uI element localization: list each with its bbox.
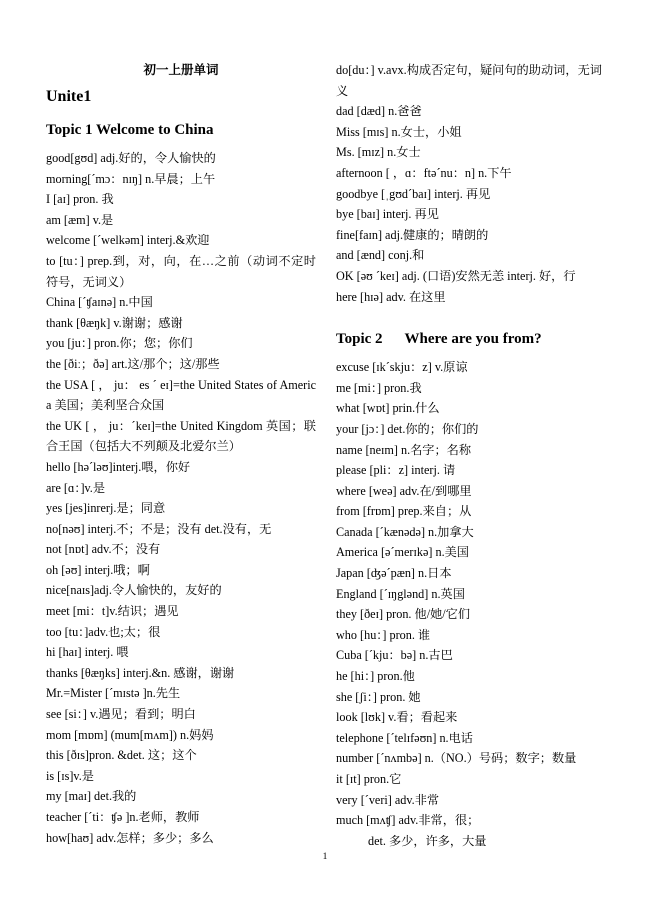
word-entry: Japan [ʤəˊpæn] n.日本	[336, 566, 452, 581]
word-entry: see [si：] v.遇见；看到；明白	[46, 707, 196, 722]
topic2-heading	[336, 329, 602, 357]
word-entry: who [hu：] pron. 谁	[336, 627, 431, 642]
word-entry: yes [jes]inrerj.是；同意	[46, 501, 166, 516]
word-entry: mom [mɒm] (mum[mʌm]) n.妈妈	[46, 727, 214, 742]
topic2-word-list	[336, 357, 602, 851]
topic1-word-list-continued	[336, 60, 602, 307]
word-entry: am [æm] v.是	[46, 212, 114, 227]
topic2-title: Where are you from?	[404, 331, 542, 348]
word-entry: look [lʊk] v.看；看起来	[336, 710, 458, 725]
right-column	[336, 60, 602, 851]
word-entry: OK [əʊ ˊkeɪ] adj. (口语)安然无恙 interj. 好，行	[336, 268, 576, 283]
word-entry: telephone [ˊtelɪfəʊn] n.电话	[336, 730, 473, 745]
topic1-heading: Topic 1 Welcome to China	[46, 122, 214, 138]
word-entry: do[du：] v.avx.构成否定句，疑问句的助动词，无词义	[336, 63, 602, 98]
word-entry: my [maɪ] det.我的	[46, 789, 137, 804]
word-entry: hello [həˊləʊ]interj.喂，你好	[46, 459, 191, 474]
word-entry: very [ˊveri] adv.非常	[336, 792, 440, 807]
word-entry: this [ðɪs]pron. &det. 这；这个	[46, 748, 197, 763]
word-entry: meet [mi：t]v.结识；遇见	[46, 604, 179, 619]
word-entry: fine[faɪn] adj.健康的；晴朗的	[336, 227, 489, 242]
word-entry: you [ju：] pron.你；您；你们	[46, 336, 193, 351]
word-entry: Ms. [mɪz] n.女士	[336, 145, 421, 160]
word-entry: good[gʊd] adj.好的，令人愉快的	[46, 151, 216, 165]
word-entry: here [hɪə] adv. 在这里	[336, 289, 446, 304]
word-entry: your [jɔ：] det.你的；你们的	[336, 421, 479, 436]
word-entry: hi [haɪ] interj. 喂	[46, 645, 129, 660]
topic1-word-list	[46, 148, 316, 848]
word-entry: Cuba [ˊkju：bə] n.古巴	[336, 648, 453, 663]
page-number: 1	[322, 852, 328, 862]
word-entry: to [tu：] prep.到，对，向，在…之前（动词不定时符号，无词义）	[46, 253, 316, 289]
word-entry: oh [əʊ] interj.哦；啊	[46, 562, 150, 577]
word-entry: what [wɒt] prin.什么	[336, 401, 440, 416]
word-entry: America [əˊmerɪkə] n.美国	[336, 545, 469, 560]
word-entry: number [ˊnʌmbə] n.（NO.）号码；数字；数量	[336, 751, 577, 766]
left-column	[46, 60, 316, 848]
word-entry: is [ɪs]v.是	[46, 768, 94, 783]
word-entry: England [ˊɪŋglənd] n.英国	[336, 586, 465, 601]
word-entry: excuse [ɪkˊskju：z] v.原谅	[336, 360, 468, 375]
word-entry: much [mʌʧ] adv.非常，很；	[336, 813, 480, 828]
word-entry: she [ʃi：] pron. 她	[336, 689, 421, 704]
word-entry: too [tu：]adv.也;太；很	[46, 624, 161, 639]
document-title: 初一上册单词	[143, 63, 219, 77]
word-entry: me [mi：] pron.我	[336, 380, 422, 395]
word-entry: from [frɒm] prep.来自；从	[336, 504, 472, 519]
word-entry: and [ænd] conj.和	[336, 248, 425, 263]
word-entry: the [ðiː；ðə] art.这/那个；这/那些	[46, 356, 220, 371]
word-entry: not [nɒt] adv.不；没有	[46, 542, 161, 557]
word-entry: how[haʊ] adv.怎样；多少；多么	[46, 830, 214, 845]
topic2-number: Topic 2	[336, 331, 383, 348]
word-entry: it [ɪt] pron.它	[336, 772, 402, 786]
word-entry: afternoon [ ，ɑ：ftəˊnu：n] n.下午	[336, 165, 512, 180]
word-entry: he [hi：] pron.他	[336, 669, 415, 684]
word-entry: Mr.=Mister [ˊmɪstə ]n.先生	[46, 686, 181, 701]
word-entry: teacher [ˊti：ʧə ]n.老师，教师	[46, 810, 200, 824]
word-entry: are [ɑ：]v.是	[46, 480, 106, 495]
word-entry: the USA [ ， ju： es ˊ eɪ]=the United States of America 美国；美利坚合众国	[46, 377, 316, 413]
word-entry: name [neɪm] n.名字；名称	[336, 442, 472, 457]
word-entry: no[nəʊ] interj.不；不是；没有 det.没有，无	[46, 521, 272, 536]
word-entry: nice[naɪs]adj.令人愉快的，友好的	[46, 583, 222, 598]
word-entry: welcome [ˊwelkəm] interj.&欢迎	[46, 233, 210, 248]
word-entry: where [weə] adv.在/到哪里	[336, 483, 472, 498]
word-entry: thank [θæŋk] v.谢谢；感谢	[46, 315, 183, 330]
word-entry: thanks [θæŋks] interj.&n. 感谢，谢谢	[46, 665, 235, 680]
word-entry: please [pli：z] interj. 请	[336, 463, 456, 478]
word-entry: China [ˊʧaɪnə] n.中国	[46, 295, 153, 310]
word-entry: the UK [ ， ju：ˊkeɪ]=the United Kingdom 英国；联合王国（包括大不列颠及北爱尔兰）	[46, 418, 316, 454]
word-entry: det. 多少，许多，大量	[368, 833, 487, 848]
word-entry: they [ðeɪ] pron. 他/她/它们	[336, 607, 471, 622]
word-entry: Miss [mɪs] n.女士，小姐	[336, 124, 462, 139]
word-entry: morning[ˊmɔ：nɪŋ] n.早晨；上午	[46, 171, 216, 186]
topic-spacer	[336, 307, 602, 329]
word-entry: dad [dæd] n.爸爸	[336, 104, 422, 119]
unit-heading: Unite1	[46, 88, 92, 105]
word-entry: Canada [ˊkænədə] n.加拿大	[336, 524, 474, 539]
word-entry: I [aɪ] pron. 我	[46, 192, 114, 207]
word-entry: goodbye [ˌgʊdˊbaɪ] interj. 再见	[336, 186, 491, 201]
word-entry: bye [baɪ] interj. 再见	[336, 207, 439, 222]
